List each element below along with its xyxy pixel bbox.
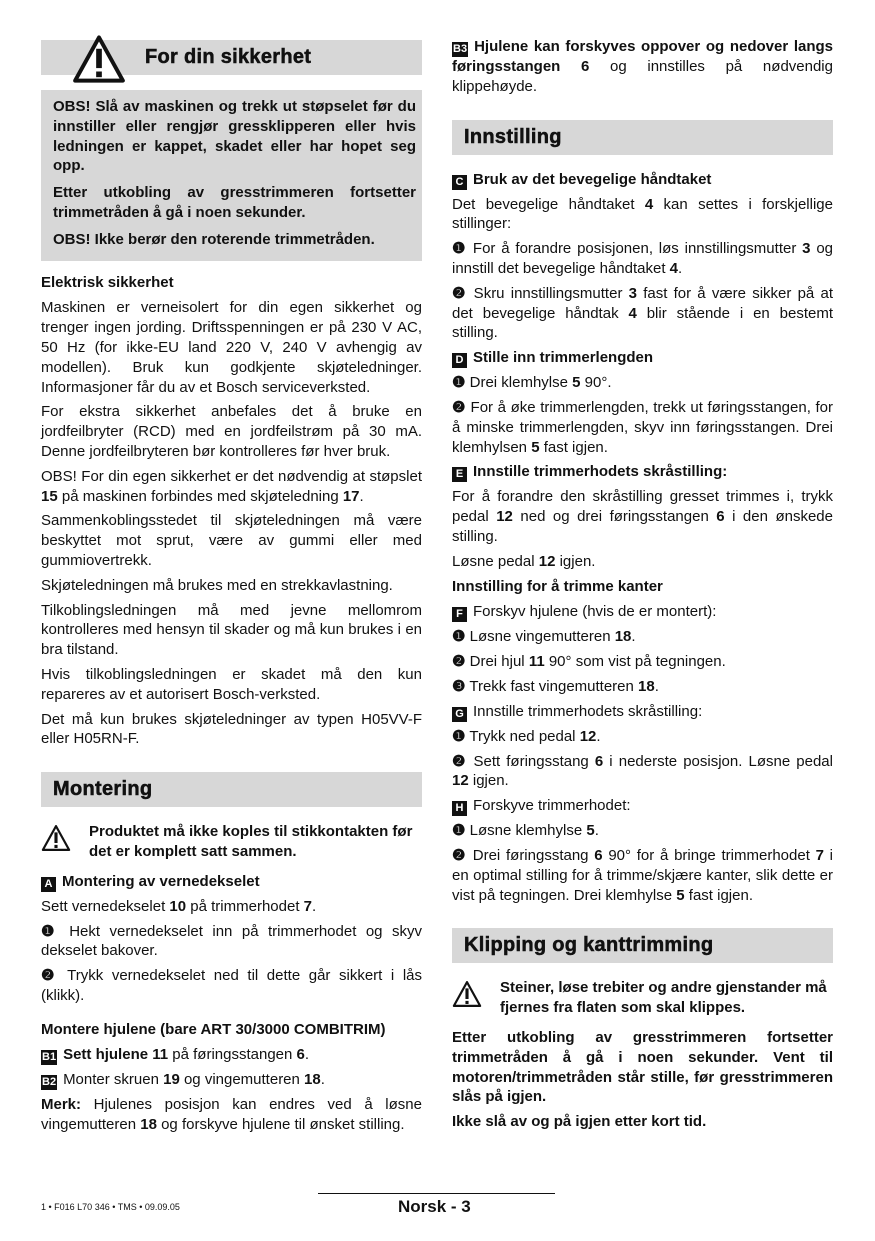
paragraph <box>452 462 833 482</box>
text-run: Drei føringsstang <box>467 846 595 864</box>
paragraph <box>452 752 833 792</box>
text-run: 3 <box>802 240 811 258</box>
paragraph <box>41 665 422 705</box>
left-column <box>41 40 422 1140</box>
text-run: . <box>359 487 364 505</box>
figure-label-icon: D <box>452 353 467 368</box>
text-run: ned og drei føringsstangen <box>512 508 717 526</box>
text-run: Stille inn trimmerlengden <box>473 349 654 367</box>
text-run: ❷ <box>452 284 468 302</box>
text-run: på trimmerhodet <box>186 897 304 915</box>
text-run: ❸ <box>452 677 466 695</box>
text-run: Sett hjulene 11 <box>63 1046 169 1064</box>
text-run: Løsne klemhylse <box>465 822 587 840</box>
text-run: ❶ <box>41 922 60 940</box>
paragraph <box>452 552 833 572</box>
text-run: 12 <box>452 772 469 790</box>
text-run: 4 <box>669 259 678 277</box>
text-run: 15 <box>41 487 58 505</box>
text-run: igjen. <box>468 772 509 790</box>
text-run: Hvis tilkoblingsledningen er skadet må den kun repareres av et autorisert Bosch-verksted. <box>41 665 422 703</box>
footer-divider <box>318 1193 555 1194</box>
text-run: fast for å være sikker på at det bevegelige håndtak <box>452 284 833 322</box>
text-run: 90°. <box>580 374 612 392</box>
text-run: i den ønskede stilling. <box>452 508 833 545</box>
section-banner <box>41 40 422 75</box>
text-run: 6 <box>716 508 725 526</box>
section-title: Montering <box>53 778 153 801</box>
text-run: ❷ <box>41 967 59 985</box>
text-run: 11 <box>528 653 545 671</box>
text-run: Merk: <box>41 1096 82 1114</box>
warning-paragraph: Etter utkobling av gresstrimmeren fortsetter trimmetråden å gå i noen sekunder. <box>53 184 416 221</box>
text-run: For ekstra sikkerhet anbefales det å bruke en jordfeilbryter (RCD) med en jordfeilstrøm på 30 mA. Denne jordfeilbryteren bør kontrolleres før hver bruk. <box>41 403 422 460</box>
warning-icon <box>71 34 127 90</box>
paragraph <box>452 602 833 622</box>
text-run: ❶ <box>452 628 466 646</box>
subheading: Montere hjulene (bare ART 30/3000 COMBITRIM) <box>41 1020 386 1038</box>
text-run: igjen. <box>555 552 596 570</box>
paragraph <box>41 966 422 1006</box>
figure-label-icon: A <box>41 877 56 892</box>
text-run: og forskyve hjulene til ønsket stilling. <box>156 1116 405 1134</box>
text-run: Montering av vernedekselet <box>62 872 260 890</box>
text-run: og vingemutteren <box>179 1071 305 1089</box>
paragraph <box>41 1070 422 1090</box>
paragraph <box>452 487 833 546</box>
figure-label-icon: B2 <box>42 1076 57 1089</box>
text-run: 12 <box>538 552 556 570</box>
text-run: . <box>678 259 683 277</box>
text-run: Maskinen er verneisolert for din egen sikkerhet og trenger ingen jording. Driftsspenningen er på 230 V AC, 50 Hz (for ikke-EU land 220 V, 240 V avhengig av modellen). Bruk kun godkjente skjøteledninger. Informasjoner får du av et Bosch serviceverksted. <box>41 299 422 396</box>
paragraph <box>452 796 833 816</box>
paragraph <box>452 1112 833 1132</box>
text-run: 5 <box>572 374 581 392</box>
text-run: 18 <box>140 1116 157 1134</box>
paragraph <box>41 601 422 660</box>
text-run: 5 <box>676 886 685 904</box>
paragraph <box>452 284 833 343</box>
text-run: Ikke slå av og på igjen etter kort tid. <box>452 1113 707 1131</box>
text-run: . <box>596 727 601 745</box>
text-run: ❶ <box>452 240 468 258</box>
paragraph <box>41 897 422 917</box>
text-run: 10 <box>169 897 187 915</box>
text-run: Monter skruen <box>63 1071 164 1089</box>
text-run: ❶ <box>452 374 466 392</box>
text-run: Skjøteledningen må brukes med en strekkavlastning. <box>41 576 393 594</box>
text-run: Trykk ned pedal <box>465 727 580 745</box>
text-run: For å forandre den skråstilling gresset trimmes i, trykk pedal <box>452 488 833 526</box>
paragraph <box>41 576 422 596</box>
text-run: Forskyve trimmerhodet: <box>473 797 631 815</box>
text-run: 6 <box>594 752 604 770</box>
paragraph <box>452 702 833 722</box>
text-run: 12 <box>496 508 513 526</box>
paragraph <box>452 846 833 905</box>
text-run: 5 <box>531 438 540 456</box>
text-run: og innstilles på nødvendig klippehøyde. <box>452 58 833 95</box>
paragraph <box>452 348 833 368</box>
text-run: 18 <box>638 677 655 695</box>
paragraph <box>452 677 833 697</box>
text-run: ❶ <box>452 727 466 745</box>
text-run: fast igjen. <box>684 886 753 904</box>
subheading: Innstilling for å trimme kanter <box>452 577 663 595</box>
paragraph <box>41 1095 422 1135</box>
figure-label-icon: E <box>452 467 467 482</box>
paragraph <box>452 195 833 235</box>
paragraph <box>452 373 833 393</box>
paragraph <box>452 398 833 457</box>
warning-text: Steiner, løse trebiter og andre gjenstander må fjernes fra flaten som skal klippes. <box>500 979 827 1017</box>
paragraph <box>41 710 422 750</box>
text-run: Hjulene kan forskyves oppover og nedover langs føringsstangen 6 <box>452 38 833 75</box>
text-run: og innstill det bevegelige håndtaket <box>452 240 834 277</box>
spacer <box>452 910 833 928</box>
text-run: 7 <box>303 897 312 915</box>
text-run: Trykk vernedekselet ned til dette går sikkert i lås (klikk). <box>41 967 422 1004</box>
text-run: For å forandre posisjonen, løs innstillingsmutter <box>467 240 803 258</box>
text-run: . <box>654 677 659 695</box>
paragraph <box>452 37 833 97</box>
text-run: Løsne pedal <box>452 552 539 570</box>
text-run: 4 <box>628 304 637 322</box>
text-run: 17 <box>342 487 360 505</box>
spacer <box>41 754 422 772</box>
warning-text: Produktet må ikke koples til stikkontakten før det er komplett satt sammen. <box>89 823 413 860</box>
paragraph <box>41 298 422 397</box>
text-run: Drei hjul <box>465 653 529 671</box>
text-run: ❷ <box>452 398 466 416</box>
text-run: . <box>320 1071 325 1089</box>
text-run: 90° som vist på tegningen. <box>544 653 726 671</box>
text-run: i nederste posisjon. Løsne pedal <box>603 752 833 770</box>
paragraph <box>41 511 422 570</box>
warning-note <box>41 822 422 862</box>
text-run: 3 <box>628 284 637 302</box>
figure-label-icon: F <box>452 607 467 622</box>
text-run: 18 <box>614 628 632 646</box>
section-title: Innstilling <box>464 125 562 148</box>
text-run: Forskyv hjulene (hvis de er montert): <box>473 603 717 621</box>
text-run: 19 <box>163 1071 180 1089</box>
text-run: 4 <box>644 195 654 213</box>
text-run: Trekk fast vingemutteren <box>465 677 639 695</box>
text-run: Tilkoblingsledningen må med jevne mellomrom kontrolleres med hensyn til skader og må kun brukes i en bra tilstand. <box>41 601 422 659</box>
safety-warning-box <box>41 90 422 261</box>
footer-doc-code: 1 • F016 L70 346 • TMS • 09.09.05 <box>41 1202 180 1212</box>
text-run: Sammenkoblingsstedet til skjøteledningen må være beskyttet mot sprut, være av gummi eller med gummiovertrekk. <box>41 512 422 569</box>
warning-icon <box>452 978 500 1018</box>
paragraph <box>41 922 422 962</box>
text-run: Det bevegelige håndtaket <box>452 195 645 213</box>
text-run: ❷ <box>452 653 466 671</box>
section-banner <box>452 928 833 963</box>
text-run: Løsne vingemutteren <box>465 628 615 646</box>
text-run: Sett føringsstang <box>467 752 595 770</box>
text-run: på maskinen forbindes med skjøteledning <box>57 487 343 505</box>
text-run: 12 <box>579 727 597 745</box>
figure-label-icon: G <box>452 707 467 722</box>
text-run: blir stående i en bestemt stilling. <box>452 304 834 342</box>
text-run: Drei klemhylse <box>465 374 573 392</box>
warning-paragraph: OBS! Ikke berør den roterende trimmetråden. <box>53 230 375 248</box>
warning-note <box>452 978 833 1018</box>
text-run: på føringsstangen <box>168 1046 297 1064</box>
text-run: ❷ <box>452 752 468 770</box>
text-run: Hekt vernedekselet inn på trimmerhodet og skyv dekselet bakover. <box>41 922 422 960</box>
text-run: Bruk av det bevegelige håndtaket <box>473 170 712 188</box>
paragraph <box>41 872 422 892</box>
text-run: kan settes i forskjellige stillinger: <box>452 195 833 233</box>
text-run: Hjulenes posisjon kan endres ved å løsne vingemutteren <box>41 1096 422 1134</box>
paragraph <box>41 402 422 461</box>
section-title: For din sikkerhet <box>145 46 312 68</box>
paragraph <box>452 239 833 279</box>
paragraph <box>452 627 833 647</box>
section-banner <box>41 772 422 807</box>
page-number: Norsk - 3 <box>398 1197 471 1216</box>
figure-label-icon: B1 <box>42 1051 57 1064</box>
subheading: Elektrisk sikkerhet <box>41 273 174 291</box>
text-run: Det må kun brukes skjøteledninger av typen H05VV-F eller H05RN-F. <box>41 710 422 748</box>
figure-label-icon: C <box>452 175 467 190</box>
text-run: 6 <box>296 1046 305 1064</box>
figure-label-icon: H <box>452 801 467 816</box>
paragraph <box>452 1028 833 1107</box>
section-title: Klipping og kanttrimming <box>464 934 714 957</box>
text-run: For å øke trimmerlengden, trekk ut føringsstangen, for å minske trimmerlengden, skyv inn føringsstangen. Drei klemhylsen <box>452 398 833 456</box>
text-run: Skru innstillingsmutter <box>467 284 629 302</box>
text-run: i en optimal stilling for å trimme/skjære kanter, slik dette er vist på tegningen. Drei klemhylse <box>452 846 834 904</box>
text-run: 6 <box>594 846 603 864</box>
text-run: . <box>594 822 599 840</box>
paragraph <box>452 821 833 841</box>
warning-icon <box>41 822 89 862</box>
right-column <box>452 37 833 1137</box>
text-run: . <box>631 628 636 646</box>
paragraph <box>452 727 833 747</box>
text-run: . <box>304 1046 310 1064</box>
text-run: 7 <box>815 846 824 864</box>
section-banner <box>452 120 833 155</box>
text-run: fast igjen. <box>539 438 608 456</box>
text-run: 18 <box>304 1071 321 1089</box>
text-run: OBS! For din egen sikkerhet er det nødvendig at støpslet <box>41 467 422 485</box>
text-run: Etter utkobling av gresstrimmeren fortsetter trimmetråden å gå i noen sekunder. Vent til motoren/trimmetråden står stille, før gresstrimmeren slås på igjen. <box>452 1028 833 1106</box>
text-run: ❶ <box>452 822 466 840</box>
paragraph <box>452 652 833 672</box>
text-run: Innstille trimmerhodets skråstilling: <box>473 702 703 720</box>
paragraph <box>452 170 833 190</box>
warning-paragraph: OBS! Slå av maskinen og trekk ut støpselet før du innstiller eller rengjør gressklipperen eller hvis ledningen er kappet, skadet eller har hopet seg opp. <box>53 98 416 175</box>
text-run: . <box>312 897 317 915</box>
text-run: Innstille trimmerhodets skråstilling: <box>473 463 728 481</box>
text-run: Sett vernedekselet <box>41 897 170 915</box>
text-run: ❷ <box>452 846 468 864</box>
figure-label-icon: B3 <box>453 43 468 55</box>
paragraph <box>41 1045 422 1065</box>
paragraph <box>41 467 422 507</box>
text-run: 5 <box>586 822 595 840</box>
text-run: 90° for å bringe trimmerhodet <box>602 846 816 864</box>
spacer <box>452 102 833 120</box>
